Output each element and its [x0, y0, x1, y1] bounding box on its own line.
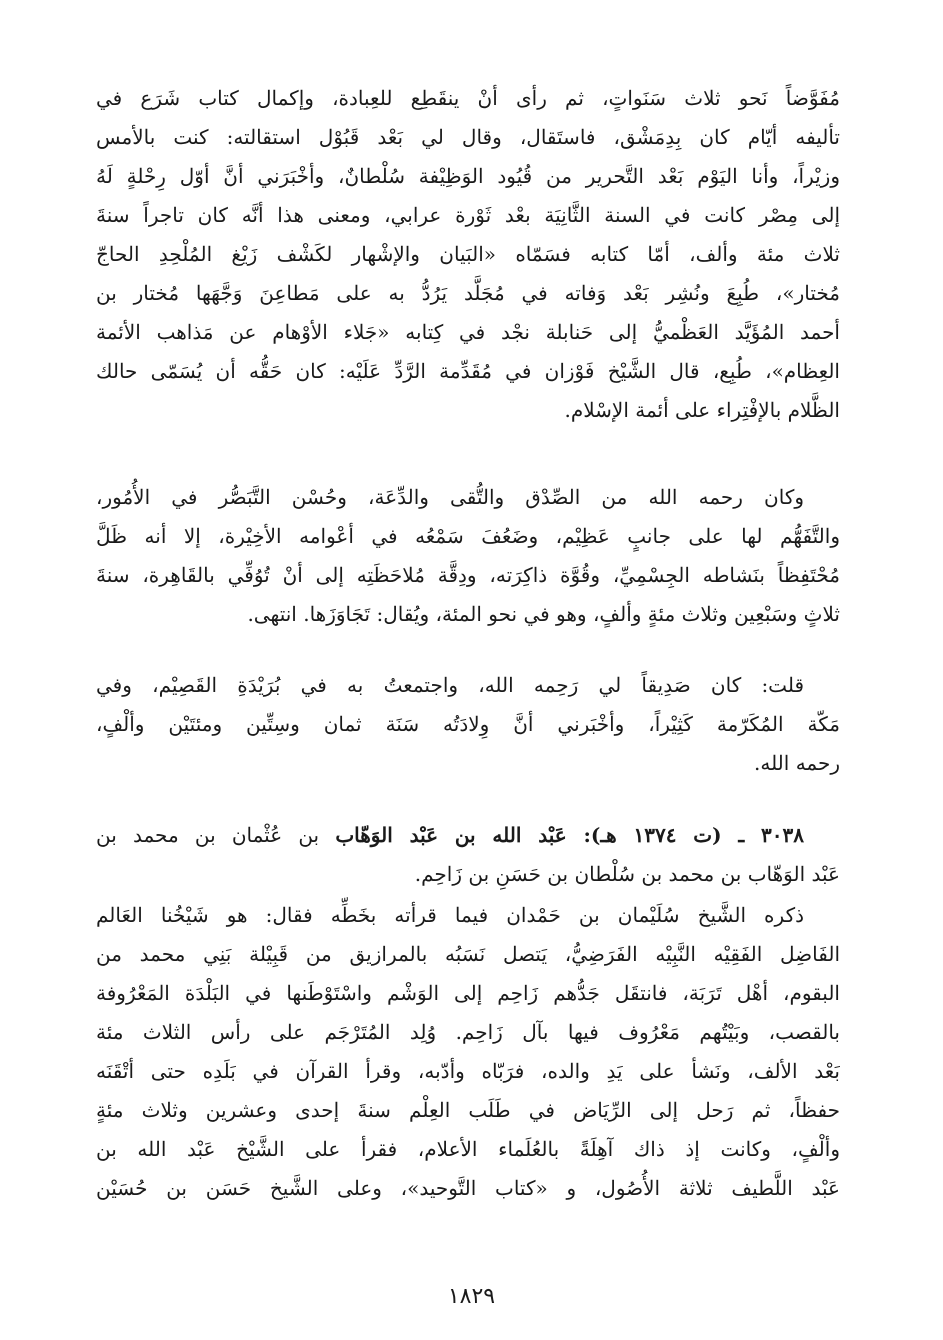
text-line: أحمد المُؤَيَّد العَظْميُّ إلى حَنابلة نجْد في كِتابه «جَلاء الأوْهام عن مَذاهب الأئمة — [96, 320, 840, 344]
text-line: مُختار»، طُبِعَ ونُشِر بَعْد وَفاته في مُجَلَّد يَرُدُّ به على مَطاعِنَ وَجَّهَها مُختار بن — [96, 281, 840, 305]
text-line: وألْفٍ، وكانت إذ ذاك آهِلَةً بالعُلَماء الأعلام، فقرأ على الشَّيْخ عَبْد الله بن — [96, 1137, 840, 1161]
text-line: والتَّفَهُّم لها على جانبٍ عَظِيْم، وضَعُفَ سَمْعُه في أعْوامه الأخِيْرة، إلا أنه ظَلَّ — [96, 524, 840, 548]
entry-heading-line — [96, 816, 840, 855]
text-line: بَعْد الألف، ونَشأ على يَدِ والده، فرَبّاه وأدّبه، وقرأ القرآن في بَلَدِه حتى أتْقَنَه — [96, 1059, 840, 1083]
paragraph-1 — [96, 79, 840, 430]
page-number: ١٨٢٩ — [447, 1284, 496, 1309]
text-line: رحمه الله. — [753, 751, 840, 775]
text-line: العِظام»، طُبِع، قال الشَّيْخ فَوْزان في مُقَدِّمة الرَّدِّ عَلَيْه: كان حَقُّه أن يُسَمّى حالك — [96, 359, 840, 383]
text-line: إلى مِصْر كانت في السنة الثَّانِيَة بعْد ثَوْرة عرابي، ومعنى هذا أنَّه كان تاجراً سنةَ — [96, 203, 840, 227]
entry-heading-continuation: بن عُثْمان بن محمد بن — [96, 823, 320, 847]
text-line: ثلاثٍ وسَبْعِين وثلاث مئةٍ وألفٍ، وهو في نحو المئة، ويُقال: تَجَاوَزَها. انتهى. — [247, 602, 840, 626]
text-line: البقوم، أهْل تَرَبَة، فانتقَل جَدُّهم زَاحِم إلى الوَشْم واسْتَوْطَنها في البَلْدَة المَعْرُوفة — [96, 981, 840, 1005]
biography-entry-3038 — [96, 816, 840, 894]
text-line: وزيْراً، وأنا اليَوْم بَعْد التَّحرير من قُيُود الوَظِيْفة سُلْطانٌ، وأخْبَرَني أنَّ أوّل رِحْلةٍ لَهُ — [96, 164, 840, 188]
text-line: بالقصب، وبَيْتُهم مَعْرُوف فيها بآل زَاحِم. وُلِد المُتَرْجَم على رأس الثلاث مئة — [96, 1020, 840, 1044]
text-line: ثلاث مئة وألف، أمّا كتابه فسَمّاه «البَيان والإشْهار لكَشْف زَيْغ المُلْحِدِ الحاجّ — [96, 242, 840, 266]
text-line: حفظاً، ثم رَحل إلى الرِّيَاض في طَلَب العِلْم سنةَ إحدى وعشرين وثلاث مئةٍ — [96, 1098, 840, 1122]
text-line: قلت: كان صَدِيقاً لي رَحِمه الله، واجتمعتُ به في بُرَيْدَةِ القَصِيْم، وفي — [96, 673, 804, 697]
paragraph-5 — [96, 896, 840, 1208]
text-line: الفَاضِل الفَقِيْه النَّبِيْه الفَرَضِيُّ، يَتصل نَسَبُه بالمرازيق من قَبِيْلة بَنِي محمد من — [96, 942, 840, 966]
paragraph-3 — [96, 666, 840, 783]
entry-heading: ٣٠٣٨ ـ (ت ١٣٧٤ هـ): عَبْد الله بن عَبْد الوَهّاب — [335, 823, 805, 847]
text-line: عَبْد اللَّطيف ثلاثة الأُصُول، و «كتاب التَّوحيد»، وعلى الشَّيخ حَسَن بن حُسَيْن — [96, 1176, 840, 1200]
text-line: عَبْد الوَهّاب بن محمد بن سُلْطان بن حَسَنِ بن زَاحِم. — [414, 862, 840, 886]
text-line: الظَّلام بالإفْتِراء على أئمة الإسْلام. — [564, 398, 840, 422]
text-line: ذكره الشَّيخ سُلَيْمان بن حَمْدان فيما قرأته بخَطِّه فقال: هو شَيْخُنا العَالم — [96, 903, 804, 927]
text-line: مُفَوَّضاً نَحو ثلاث سَنَواتٍ، ثم رأى أنْ ينقَطِع للعِبادة، وإكمال كتاب شَرَع في — [96, 86, 840, 110]
text-line: مُحْتَفِظاً بنَشاطه الجِسْمِيِّ، وقُوَّة ذاكِرَته، ودِقَّة مُلاحَظَتِه إلى أنْ تُوُفِّي بالقَاهِرة، سنةَ — [96, 563, 840, 587]
text-line: تأليفه أيّام كان بِدِمَشْق، فاستَقال، وقال لي بَعْد قَبُوْل استقالته: كنت بالأمس — [96, 125, 840, 149]
text-line: وكان رحمه الله من الصِّدْق والتُّقى والدِّعَة، وحُسْن التَّبَصُّر في الأُمُور، — [96, 485, 804, 509]
paragraph-2 — [96, 478, 840, 634]
text-line: مَكّة المُكَرّمة كَثِيْراً، وأخْبَرني أنَّ وِلادَتُه سَنَة ثمان وسِتِّين ومئتَيْن وألْفٍ، — [96, 712, 840, 736]
